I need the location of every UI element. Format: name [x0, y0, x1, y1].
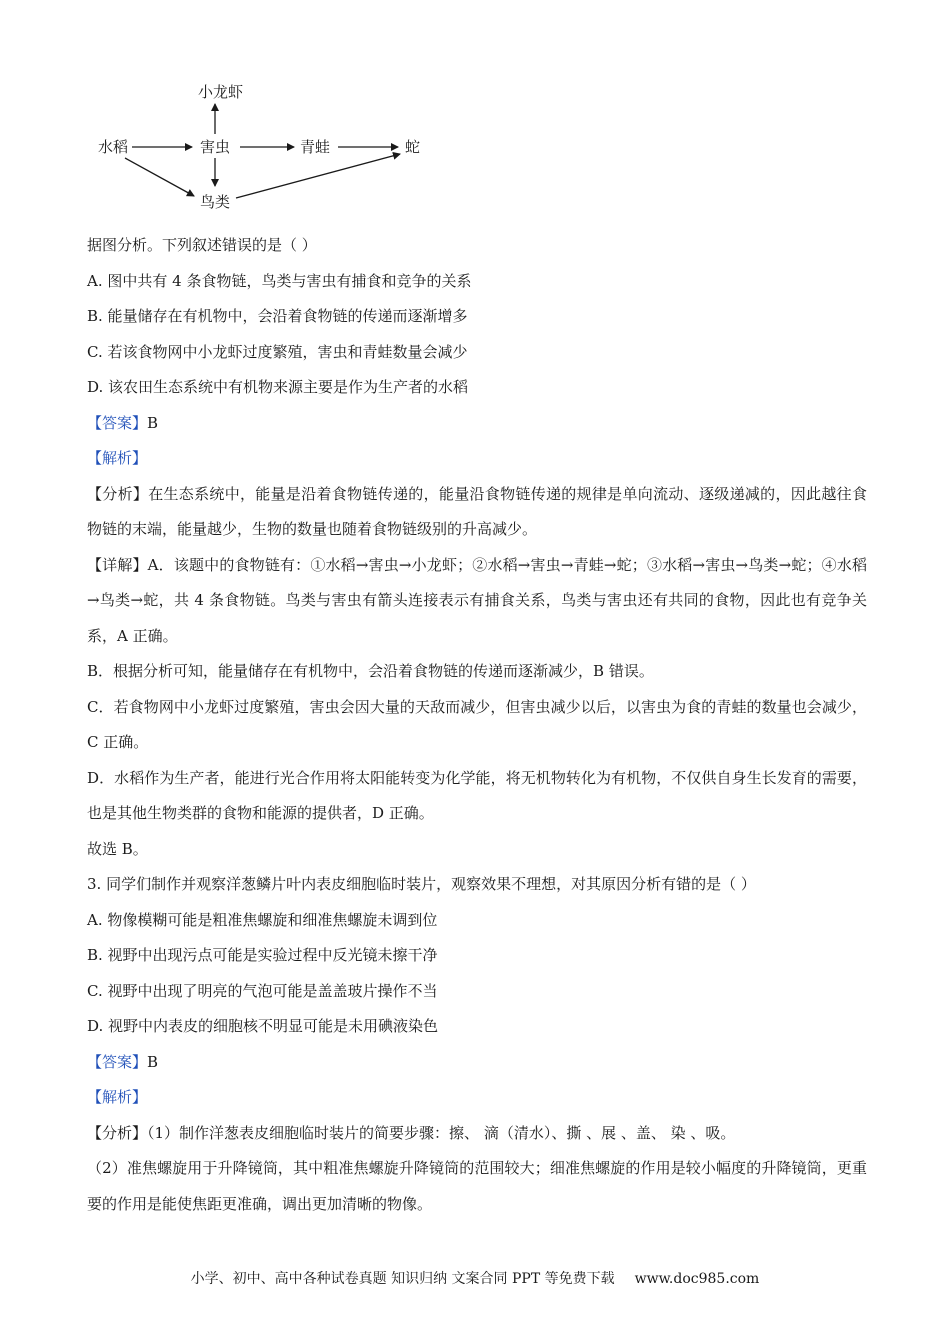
q3-analysis-heading: [87, 1080, 867, 1116]
analysis-tag: 【解析】: [87, 1088, 148, 1106]
q2-xiangjie-c: C．若食物网中小龙虾过度繁殖，害虫会因大量的天敌而减少，但害虫减少以后，以害虫为食的青蛙的数量也会减少，C 正确。: [87, 697, 867, 751]
node-niaolei: 鸟类: [200, 193, 231, 211]
document-body: [87, 228, 867, 1222]
q3-option-d: D. 视野中内表皮的细胞核不明显可能是未用碘液染色: [87, 1017, 439, 1035]
fenxi-tag: 【分析】: [87, 484, 149, 503]
q2-analysis-heading: [87, 441, 867, 477]
node-haichong: 害虫: [200, 138, 231, 156]
fenxi-text: 在生态系统中，能量是沿着食物链传递的，能量沿食物链传递的规律是单向流动、逐级递减的，因此越往食物链的末端，能量越少，生物的数量也随着食物链级别的升高减少。: [87, 484, 867, 538]
q2-option-c: C. 若该食物网中小龙虾过度繁殖，害虫和青蛙数量会减少: [87, 342, 468, 361]
q2-xiangjie-b: B．根据分析可知，能量储存在有机物中，会沿着食物链的传递而逐渐减少，B 错误。: [87, 662, 654, 680]
answer-tag: 【答案】: [87, 1052, 148, 1071]
q3-option-b: B. 视野中出现污点可能是实验过程中反光镜未擦干净: [87, 946, 438, 964]
answer-value: B: [147, 1052, 159, 1071]
q3-option-c: C. 视野中出现了明亮的气泡可能是盖盖玻片操作不当: [87, 981, 438, 1000]
q3-fenxi-2: （2）准焦螺旋用于升降镜筒，其中粗准焦螺旋升降镜筒的范围较大；细准焦螺旋的作用是较小幅度的升降镜筒，更重要的作用是能使焦距更准确，调出更加清晰的物像。: [87, 1159, 867, 1213]
node-she: 蛇: [405, 138, 421, 156]
page-footer: [0, 1268, 950, 1288]
arrow-shuidao-niaolei: [125, 158, 194, 196]
fenxi-tag: 【分析】: [87, 1123, 148, 1142]
q3-option-a: A. 物像模糊可能是粗准焦螺旋和细准焦螺旋未调到位: [87, 910, 438, 929]
fenxi-1-text: （1）制作洋葱表皮细胞临时装片的简要步骤：擦、 滴（清水）、撕 、展 、盖、 染 、吸。: [147, 1123, 736, 1142]
q2-xiangjie-d: D．水稻作为生产者，能进行光合作用将太阳能转变为化学能，将无机物转化为有机物，不仅供自身生长发育的需要，也是其他生物类群的食物和能源的提供者，D 正确。: [87, 768, 867, 822]
food-web-diagram: [90, 78, 430, 218]
q2-xiangjie-a: [87, 548, 867, 655]
node-qingwa: 青蛙: [300, 138, 331, 156]
q2-answer: [87, 406, 867, 442]
arrow-niaolei-she: [236, 154, 400, 198]
xiangjie-a-text: A．该题中的食物链有：①水稻→害虫→小龙虾；②水稻→害虫→青蛙→蛇；③水稻→害虫→鸟类→蛇；④水稻→鸟类→蛇，共 4 条食物链。鸟类与害虫有箭头连接表示有捕食关系，鸟类与害虫还有共同的食物，因此也有竞争关系，A 正确。: [87, 555, 867, 645]
xiangjie-tag: 【详解】: [87, 555, 148, 574]
q2-option-d: D. 该农田生态系统中有机物来源主要是作为生产者的水稻: [87, 378, 469, 396]
q3-stem: 3. 同学们制作并观察洋葱鳞片叶内表皮细胞临时装片，观察效果不理想，对其原因分析有错的是（ ）: [87, 875, 756, 893]
answer-tag: 【答案】: [87, 413, 148, 432]
q3-answer: [87, 1045, 867, 1081]
q2-option-b: B. 能量储存在有机物中，会沿着食物链的传递而逐渐增多: [87, 307, 468, 325]
analysis-tag: 【解析】: [87, 449, 148, 467]
q2-stem: 据图分析。下列叙述错误的是（ ）: [87, 236, 317, 254]
answer-value: B: [147, 413, 159, 432]
q2-fenxi: [87, 477, 867, 548]
q2-conclusion: 故选 B。: [87, 839, 148, 858]
q3-fenxi-1: [87, 1116, 867, 1152]
footer-url[interactable]: www.doc985.com: [634, 1271, 760, 1287]
node-shuidao: 水稻: [98, 138, 129, 156]
node-xiaolongxia: 小龙虾: [198, 83, 244, 101]
q2-option-a: A. 图中共有 4 条食物链，鸟类与害虫有捕食和竞争的关系: [87, 271, 472, 290]
footer-text: 小学、初中、高中各种试卷真题 知识归纳 文案合同 PPT 等免费下载: [190, 1271, 615, 1287]
